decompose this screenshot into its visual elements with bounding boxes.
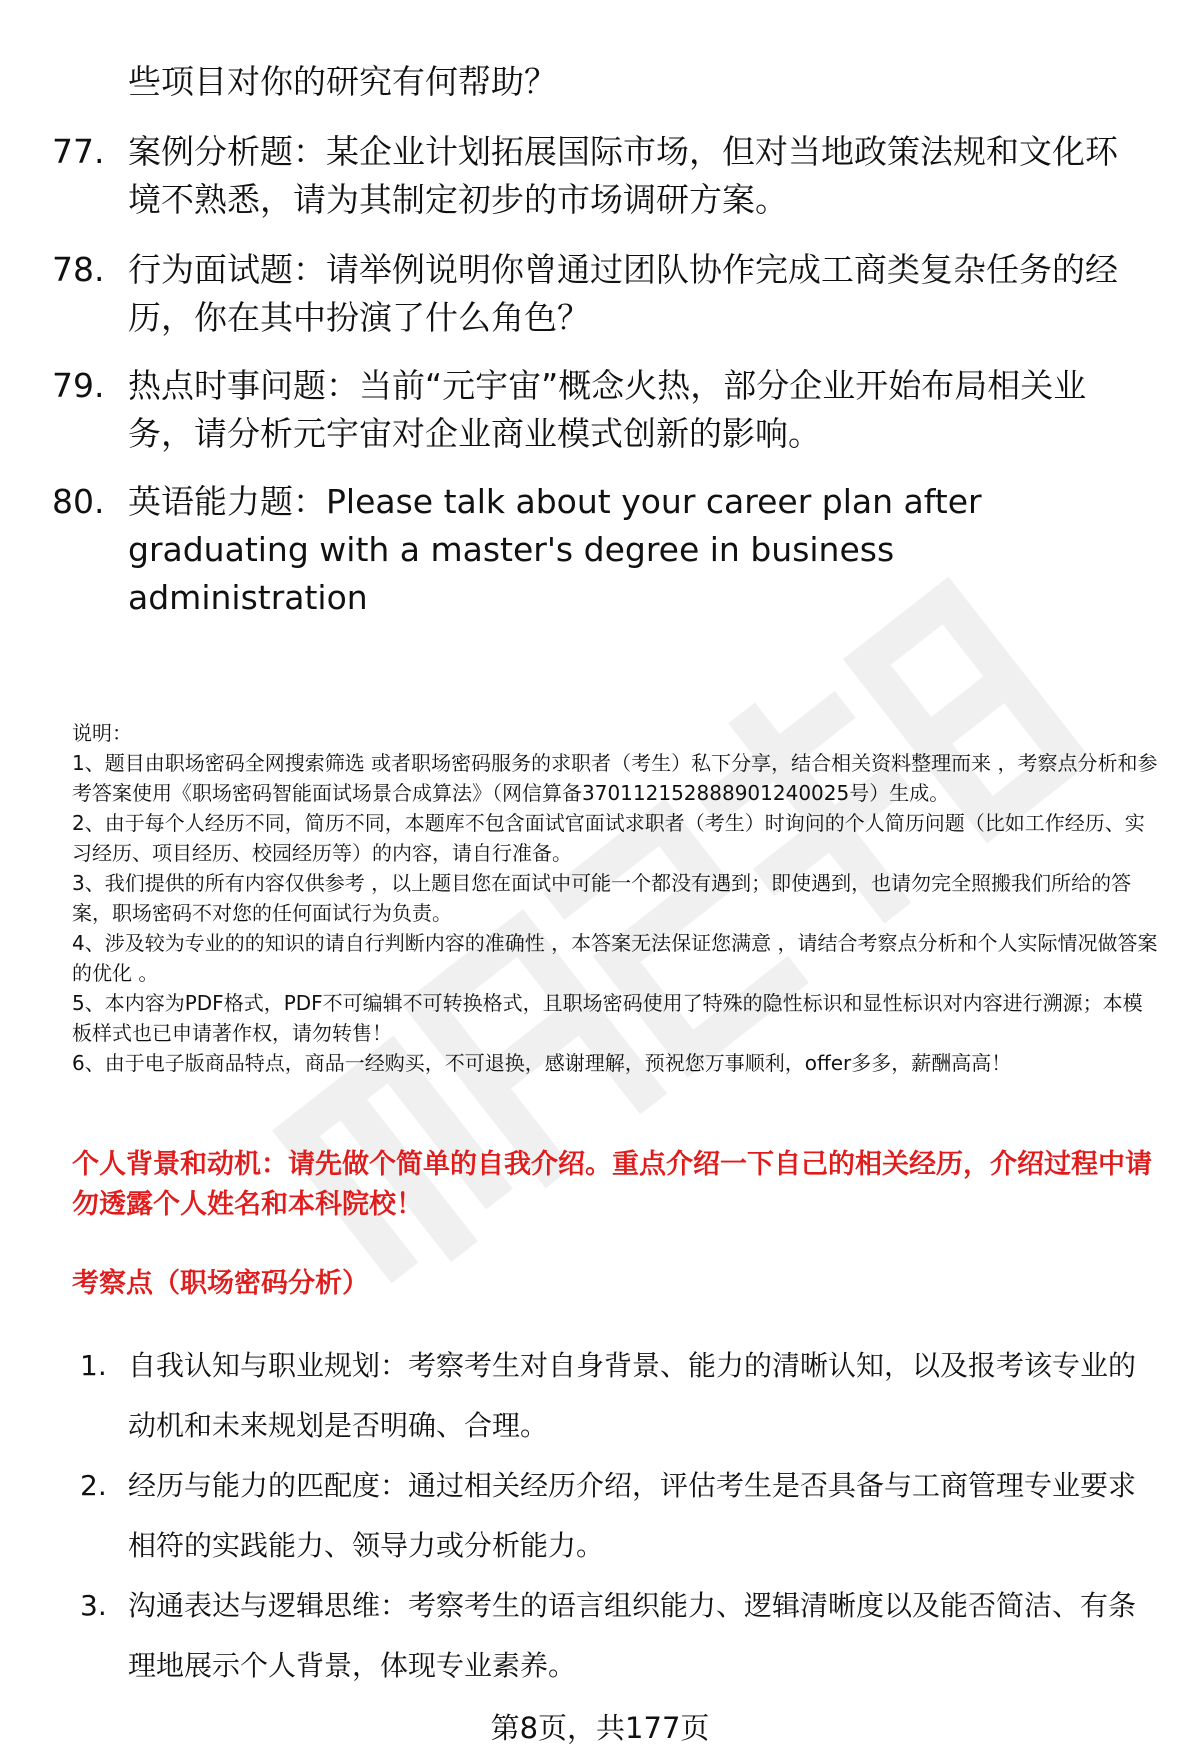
note-item: 2、由于每个人经历不同，简历不同，本题库不包含面试官面试求职者（考生）时询问的个人简历问题（比如工作经历、实习经历、项目经历、校园经历等）的内容，请自行准备。 <box>72 811 1145 865</box>
notes-title: 说明： <box>72 721 132 745</box>
question-text: 热点时事问题：当前“元宇宙”概念火热，部分企业开始布局相关业务，请分析元宇宙对企业商业模式创新的影响。 <box>128 366 1087 453</box>
question-number: 77. <box>52 132 105 171</box>
question-item <box>52 362 1142 458</box>
note-item: 6、由于电子版商品特点，商品一经购买，不可退换，感谢理解，预祝您万事顺利，offer多多，薪酬高高！ <box>72 1051 1012 1075</box>
section-heading: 个人背景和动机：请先做个简单的自我介绍。重点介绍一下自己的相关经历，介绍过程中请勿透露个人姓名和本科院校！ <box>72 1149 1152 1220</box>
note-item: 5、本内容为PDF格式，PDF不可编辑不可转换格式，且职场密码使用了特殊的隐性标识和显性标识对内容进行溯源；本模板样式也已申请著作权，请勿转售！ <box>72 991 1143 1045</box>
note-item: 1、题目由职场密码全网搜索筛选 或者职场密码服务的求职者（考生）私下分享，结合相关资料整理而来 ，考察点分析和参考答案使用《职场密码智能面试场景合成算法》（网信算备370112152888901240025号）生成。 <box>72 751 1158 805</box>
point-number: 2. <box>80 1469 107 1502</box>
question-number: 78. <box>52 250 105 289</box>
question-continuation: 些项目对你的研究有何帮助？ <box>128 62 557 101</box>
disclaimer-notes <box>72 718 1162 1078</box>
page-footer: 第8页，共177页 <box>490 1711 710 1745</box>
question-text: 案例分析题：某企业计划拓展国际市场，但对当地政策法规和文化环境不熟悉，请为其制定初步的市场调研方案。 <box>128 132 1118 219</box>
point-number: 1. <box>80 1349 107 1382</box>
question-number: 79. <box>52 366 105 405</box>
question-item <box>52 246 1142 342</box>
analysis-point <box>80 1336 1160 1456</box>
point-text: 沟通表达与逻辑思维：考察考生的语言组织能力、逻辑清晰度以及能否简洁、有条理地展示个人背景，体现专业素养。 <box>128 1589 1137 1682</box>
question-number: 80. <box>52 482 105 521</box>
analysis-point <box>80 1576 1160 1696</box>
question-text: 英语能力题：Please talk about your career plan after graduating with a master's degree in business administration <box>128 482 982 617</box>
point-text: 经历与能力的匹配度：通过相关经历介绍，评估考生是否具备与工商管理专业要求相符的实践能力、领导力或分析能力。 <box>128 1469 1137 1562</box>
point-text: 自我认知与职业规划：考察考生对自身背景、能力的清晰认知，以及报考该专业的动机和未来规划是否明确、合理。 <box>128 1349 1137 1442</box>
question-text: 行为面试题：请举例说明你曾通过团队协作完成工商类复杂任务的经历，你在其中扮演了什么角色？ <box>128 250 1118 337</box>
note-item: 3、我们提供的所有内容仅供参考 ，以上题目您在面试中可能一个都没有遇到；即使遇到，也请勿完全照搬我们所给的答案，职场密码不对您的任何面试行为负责。 <box>72 871 1132 925</box>
note-item: 4、涉及较为专业的的知识的请自行判断内容的准确性 ，本答案无法保证您满意 ，请结合考察点分析和个人实际情况做答案的优化 。 <box>72 931 1158 985</box>
question-item <box>52 128 1142 224</box>
question-item <box>52 478 1032 622</box>
analysis-heading: 考察点（职场密码分析） <box>72 1268 369 1299</box>
analysis-point <box>80 1456 1160 1576</box>
point-number: 3. <box>80 1589 107 1622</box>
